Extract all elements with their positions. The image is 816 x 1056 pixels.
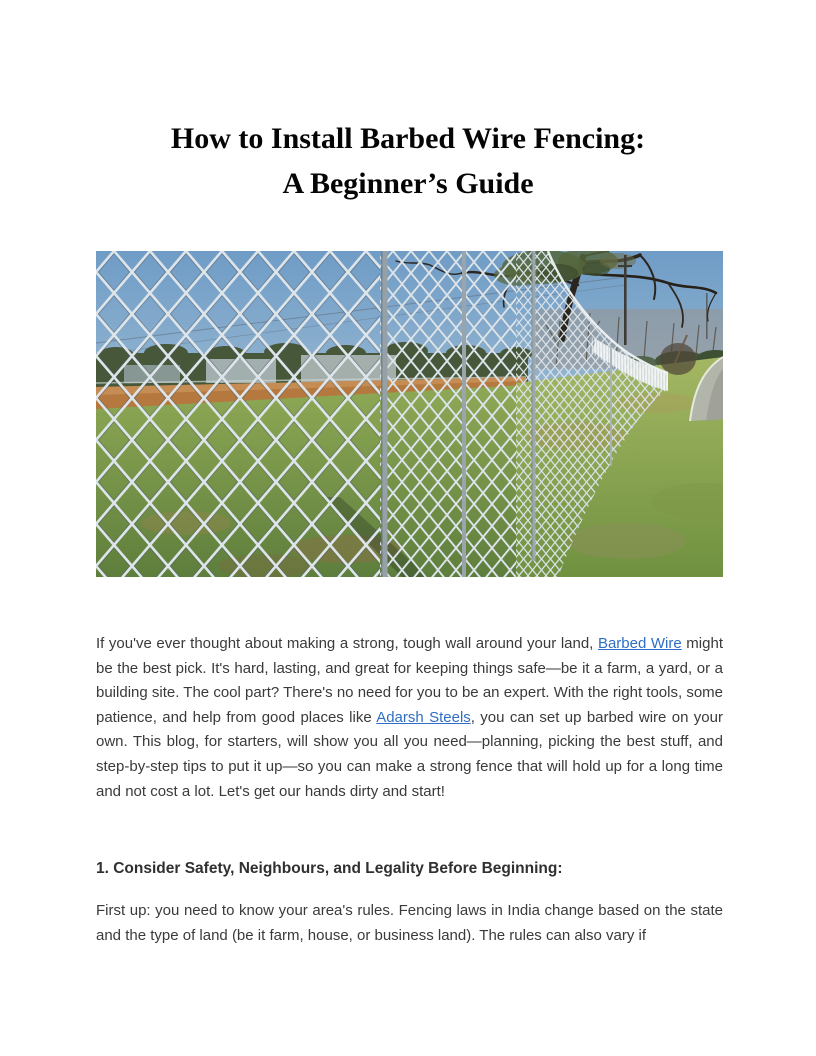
page-title <box>0 0 816 206</box>
section-1-paragraph: First up: you need to know your area's rules. Fencing laws in India change based on the state and the type of land (be it farm, house, or business land). The rules can also vary if <box>96 902 723 944</box>
hero-image <box>96 251 723 577</box>
section-1-heading: 1. Consider Safety, Neighbours, and Legality Before Beginning: <box>96 860 563 878</box>
inline-link[interactable]: Adarsh Steels <box>376 708 471 726</box>
fence-mesh-near <box>96 251 380 577</box>
paragraph-text: might be the best pick. It's hard, lasting, and great for keeping things safe—be it a farm, a yard, or a building site. The cool part? There's no need for you to be an expert. With the right tools, some patience, and help from good places like <box>96 635 723 726</box>
paragraph-text: If you've ever thought about making a strong, tough wall around your land, <box>96 635 598 652</box>
paragraph-text: , you can set up barbed wire on your own. This blog, for starters, will show you all you need—planning, picking the best stuff, and step-by-step tips to put it up—so you can make a strong fence that will hold up for a long time and not cost a lot. Let's get our hands dirty and start! <box>96 708 723 800</box>
intro-paragraph <box>96 632 723 804</box>
chain-link-fence-photo <box>96 251 723 577</box>
page-title-line1: How to Install Barbed Wire Fencing: <box>170 122 646 155</box>
inline-link[interactable]: Barbed Wire <box>597 635 682 652</box>
article-body <box>96 632 723 949</box>
fence-mesh-mid <box>380 251 516 577</box>
page-title-line2: A Beginner’s Guide <box>282 167 534 200</box>
